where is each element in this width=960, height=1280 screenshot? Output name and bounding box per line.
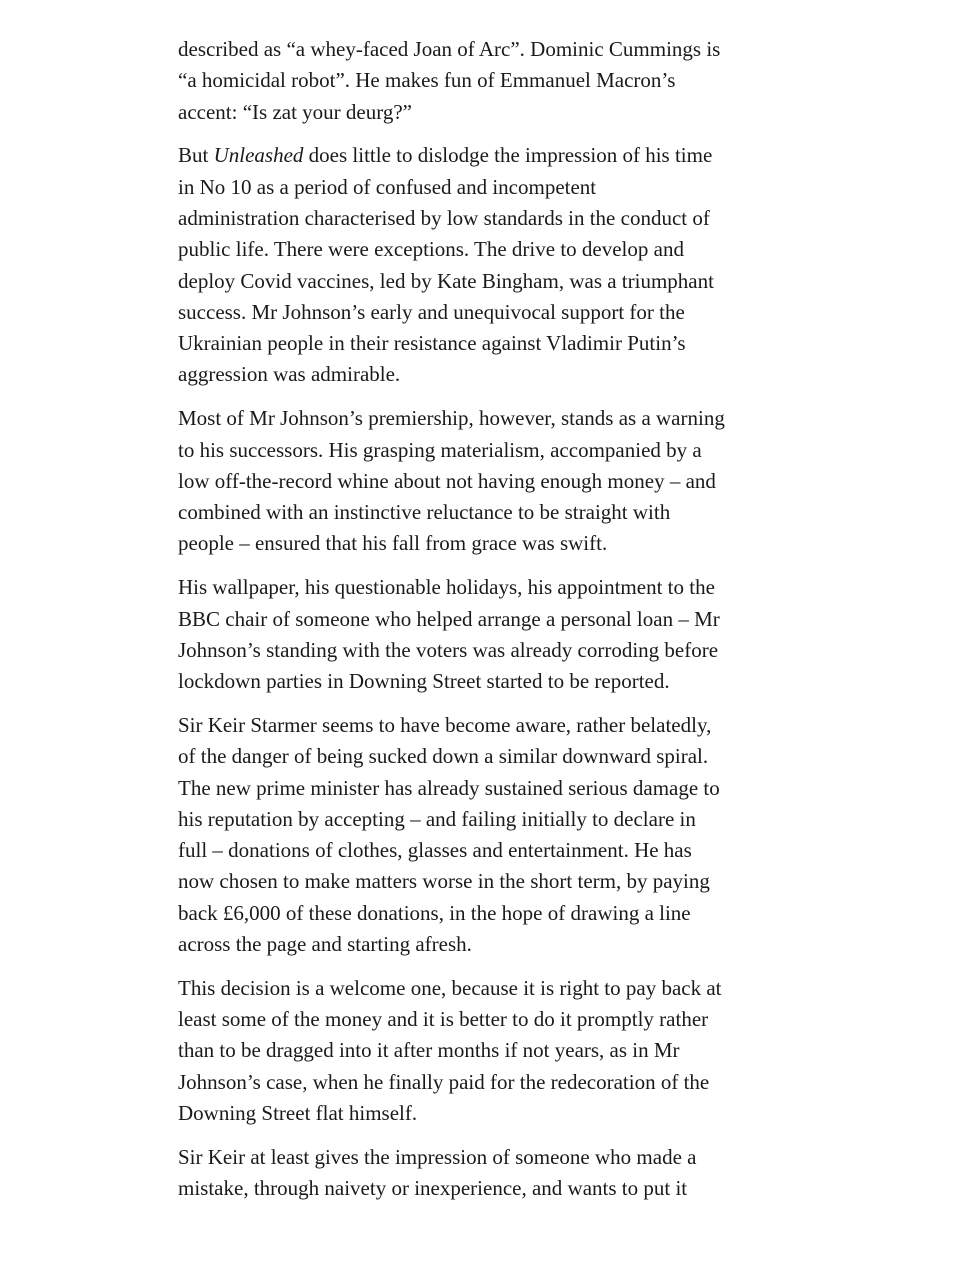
- text-run: success. Mr Johnson’s early and unequivocal support for the: [178, 299, 685, 324]
- paragraph-line: [178, 97, 790, 128]
- text-run: Ukrainian people in their resistance against Vladimir Putin’s: [178, 331, 686, 356]
- paragraph-line: [178, 1098, 790, 1129]
- article-paragraph: [178, 140, 790, 390]
- text-run: public life. There were exceptions. The drive to develop and: [178, 237, 684, 262]
- text-run: described as “a whey-faced Joan of Arc”. Dominic Cummings is: [178, 37, 721, 61]
- paragraph-line: [178, 328, 790, 359]
- paragraph-line: [178, 528, 790, 559]
- paragraph-line: [178, 604, 790, 635]
- paragraph-line: [178, 34, 790, 65]
- article-paragraph: [178, 572, 790, 697]
- paragraph-line: [178, 203, 790, 234]
- text-run: “a homicidal robot”. He makes fun of Emmanuel Macron’s: [178, 68, 676, 93]
- text-run: accent: “Is zat your deurg?”: [178, 99, 412, 124]
- text-run: Sir Keir at least gives the impression of someone who made a: [178, 1144, 697, 1169]
- paragraph-line: [178, 1067, 790, 1098]
- text-run: in No 10 as a period of confused and incompetent: [178, 174, 597, 199]
- paragraph-line: [178, 898, 790, 929]
- paragraph-line: [178, 1035, 790, 1066]
- text-run: mistake, through naivety or inexperience, and wants to put it: [178, 1176, 688, 1201]
- text-run: least some of the money and it is better to do it promptly rather: [178, 1007, 709, 1032]
- paragraph-line: [178, 929, 790, 960]
- paragraph-line: [178, 497, 790, 528]
- italic-title: Unleashed: [213, 143, 304, 168]
- paragraph-line: [178, 741, 790, 772]
- text-run: than to be dragged into it after months if not years, as in Mr: [178, 1038, 680, 1063]
- text-run: BBC chair of someone who helped arrange a personal loan – Mr: [178, 606, 720, 631]
- text-run: low off-the-record whine about not having enough money – and: [178, 468, 716, 493]
- paragraph-line: [178, 466, 790, 497]
- text-run: of the danger of being sucked down a similar downward spiral.: [178, 744, 709, 769]
- text-run: Downing Street flat himself.: [178, 1101, 418, 1125]
- paragraph-line: [178, 973, 790, 1004]
- text-run: Sir Keir Starmer seems to have become aware, rather belatedly,: [178, 712, 712, 737]
- article-paragraph: [178, 710, 790, 960]
- text-run: full – donations of clothes, glasses and entertainment. He has: [178, 838, 692, 863]
- paragraph-line: [178, 710, 790, 741]
- paragraph-line: [178, 804, 790, 835]
- article-paragraph: [178, 403, 790, 559]
- article-paragraph: [178, 973, 790, 1129]
- text-run: His wallpaper, his questionable holidays, his appointment to the: [178, 575, 715, 600]
- paragraph-line: [178, 234, 790, 265]
- paragraph-line: [178, 635, 790, 666]
- paragraph-line: [178, 572, 790, 603]
- paragraph-line: [178, 403, 790, 434]
- paragraph-line: [178, 435, 790, 466]
- paragraph-line: [178, 666, 790, 697]
- text-run: Johnson’s case, when he finally paid for the redecoration of the: [178, 1069, 710, 1094]
- text-run: Johnson’s standing with the voters was already corroding before: [178, 637, 719, 662]
- text-run: The new prime minister has already sustained serious damage to: [178, 775, 720, 800]
- paragraph-line: [178, 140, 790, 171]
- paragraph-line: [178, 359, 790, 390]
- text-run: his reputation by accepting – and failing initially to declare in: [178, 806, 696, 831]
- text-run: aggression was admirable.: [178, 362, 401, 387]
- paragraph-line: [178, 65, 790, 96]
- text-run: deploy Covid vaccines, led by Kate Bingham, was a triumphant: [178, 268, 714, 293]
- text-run: back £6,000 of these donations, in the hope of drawing a line: [178, 900, 691, 925]
- article-paragraph: [178, 1142, 790, 1205]
- article-paragraph: [178, 34, 790, 128]
- text-run: Most of Mr Johnson’s premiership, however, stands as a warning: [178, 406, 725, 431]
- text-run: administration characterised by low standards in the conduct of: [178, 205, 710, 230]
- paragraph-line: [178, 172, 790, 203]
- paragraph-line: [178, 1142, 790, 1173]
- paragraph-line: [178, 866, 790, 897]
- text-run: But: [178, 143, 214, 168]
- article-body: [178, 34, 790, 1217]
- text-run: people – ensured that his fall from grace was swift.: [178, 531, 608, 556]
- text-run: across the page and starting afresh.: [178, 932, 472, 957]
- paragraph-line: [178, 1173, 790, 1204]
- paragraph-line: [178, 1004, 790, 1035]
- text-run: combined with an instinctive reluctance to be straight with: [178, 500, 671, 525]
- text-run: now chosen to make matters worse in the short term, by paying: [178, 869, 710, 894]
- text-run: to his successors. His grasping materialism, accompanied by a: [178, 437, 702, 462]
- text-run: This decision is a welcome one, because it is right to pay back at: [178, 975, 722, 1000]
- paragraph-line: [178, 266, 790, 297]
- paragraph-line: [178, 297, 790, 328]
- paragraph-line: [178, 835, 790, 866]
- text-run: lockdown parties in Downing Street started to be reported.: [178, 669, 670, 694]
- text-run: does little to dislodge the impression of his time: [303, 143, 713, 168]
- paragraph-line: [178, 773, 790, 804]
